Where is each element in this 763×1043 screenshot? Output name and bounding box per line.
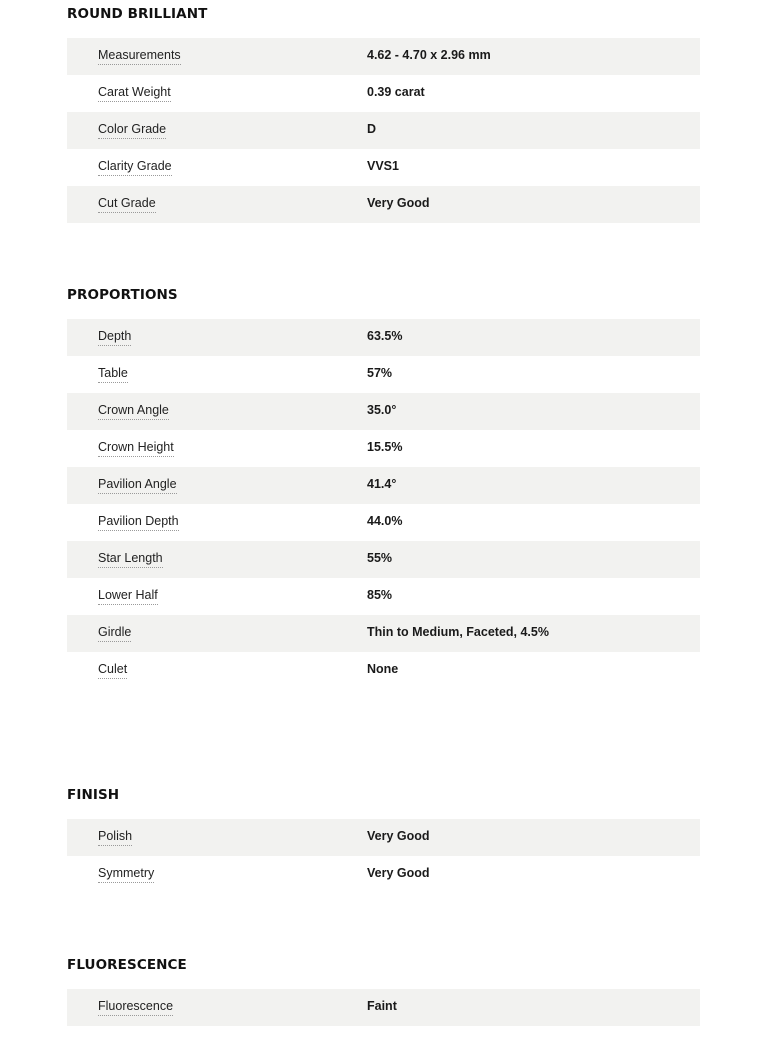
table-row-color-grade [67, 112, 700, 149]
row-label[interactable]: Star Length [98, 551, 163, 568]
row-value: 0.39 carat [367, 85, 425, 99]
row-value: Thin to Medium, Faceted, 4.5% [367, 625, 549, 639]
table-row-pavilion-angle [67, 467, 700, 504]
table-row-depth [67, 319, 700, 356]
row-value: 4.62 - 4.70 x 2.96 mm [367, 48, 491, 62]
row-label[interactable]: Crown Angle [98, 403, 169, 420]
row-value: Very Good [367, 866, 430, 880]
table-row-cut-grade [67, 186, 700, 223]
row-label[interactable]: Color Grade [98, 122, 166, 139]
section-title: FLUORESCENCE [67, 957, 187, 973]
section-title: FINISH [67, 787, 120, 803]
row-value: 63.5% [367, 329, 403, 343]
row-value: Faint [367, 999, 397, 1013]
fluorescence-table [67, 989, 700, 1026]
row-label[interactable]: Depth [98, 329, 131, 346]
row-label[interactable]: Fluorescence [98, 999, 173, 1016]
table-row-symmetry [67, 856, 700, 893]
row-label[interactable]: Pavilion Depth [98, 514, 179, 531]
row-value: 55% [367, 551, 393, 565]
table-row-star-length [67, 541, 700, 578]
row-value: 41.4° [367, 477, 397, 491]
row-label[interactable]: Measurements [98, 48, 181, 65]
row-label[interactable]: Table [98, 366, 128, 383]
row-value: None [367, 662, 399, 676]
row-label[interactable]: Pavilion Angle [98, 477, 177, 494]
table-row-pavilion-depth [67, 504, 700, 541]
row-label[interactable]: Polish [98, 829, 132, 846]
row-label[interactable]: Symmetry [98, 866, 154, 883]
table-row-culet [67, 652, 700, 689]
row-value: 57% [367, 366, 393, 380]
section-title: PROPORTIONS [67, 287, 178, 303]
table-row-crown-angle [67, 393, 700, 430]
table-row-carat-weight [67, 75, 700, 112]
row-value: Very Good [367, 196, 430, 210]
row-value: Very Good [367, 829, 430, 843]
proportions-table [67, 319, 700, 689]
table-row-crown-height [67, 430, 700, 467]
row-label[interactable]: Clarity Grade [98, 159, 172, 176]
table-row-polish [67, 819, 700, 856]
table-row-table [67, 356, 700, 393]
finish-table [67, 819, 700, 893]
table-row-measurements [67, 38, 700, 75]
row-label[interactable]: Cut Grade [98, 196, 156, 213]
table-row-fluorescence [67, 989, 700, 1026]
row-value: 85% [367, 588, 393, 602]
row-label[interactable]: Carat Weight [98, 85, 171, 102]
row-value: VVS1 [367, 159, 399, 173]
row-label[interactable]: Culet [98, 662, 127, 679]
grading-table [67, 38, 700, 223]
row-label[interactable]: Crown Height [98, 440, 174, 457]
table-row-clarity-grade [67, 149, 700, 186]
row-value: D [367, 122, 377, 136]
row-label[interactable]: Girdle [98, 625, 131, 642]
table-row-lower-half [67, 578, 700, 615]
table-row-girdle [67, 615, 700, 652]
row-label[interactable]: Lower Half [98, 588, 158, 605]
row-value: 35.0° [367, 403, 397, 417]
row-value: 15.5% [367, 440, 403, 454]
section-title: ROUND BRILLIANT [67, 6, 208, 22]
row-value: 44.0% [367, 514, 403, 528]
